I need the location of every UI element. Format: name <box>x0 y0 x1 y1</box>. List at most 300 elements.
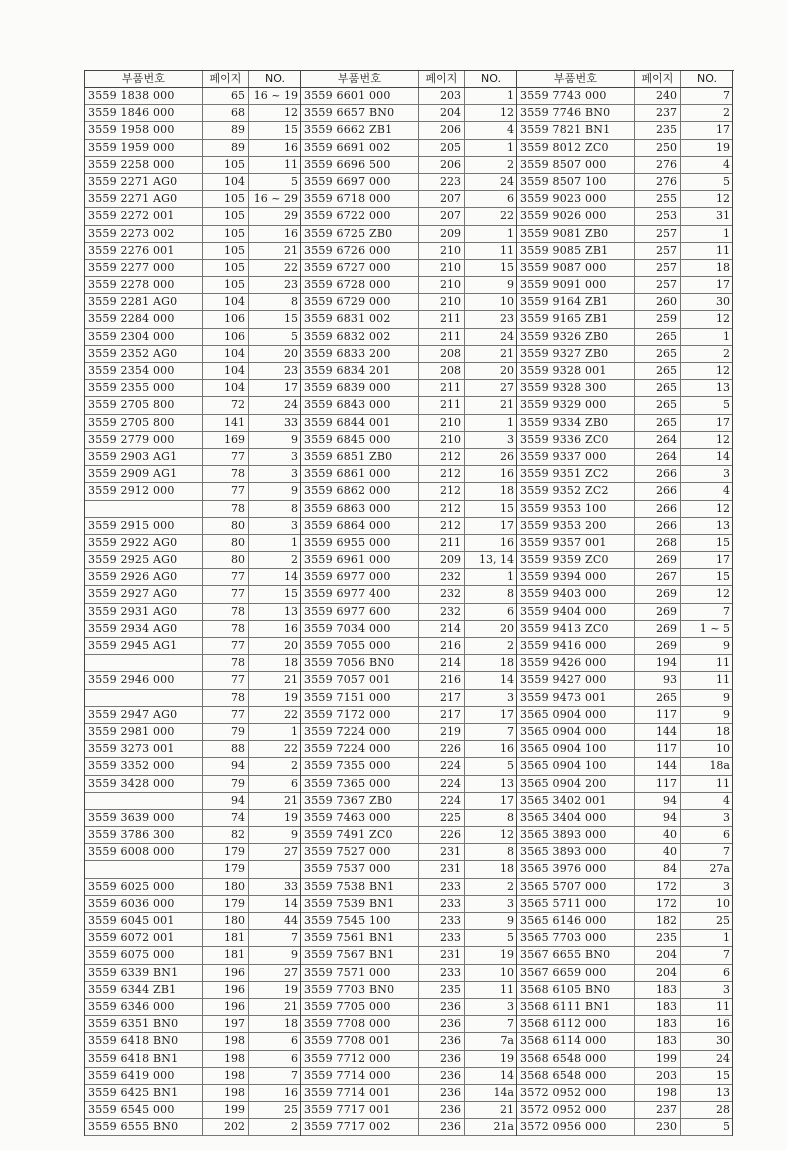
part-number-cell: 3572 0952 000 <box>517 1102 635 1118</box>
page-cell: 257 <box>635 243 681 259</box>
item-no-cell: 21 <box>500 398 514 412</box>
item-no-cell: 15 <box>284 587 298 601</box>
item-no-cell: 10 <box>500 295 514 309</box>
page-cell: 78 <box>203 604 249 620</box>
item-no-cell: 1 <box>507 89 514 102</box>
part-number-cell: 3565 3404 000 <box>517 810 635 826</box>
header-no: NO. <box>697 72 717 85</box>
table-row <box>517 758 732 775</box>
page-cell: 210 <box>419 277 465 293</box>
page-cell: 253 <box>635 208 681 224</box>
item-no-cell: 19 <box>500 948 514 962</box>
item-no-cell: 5 <box>291 174 298 188</box>
table-grid <box>85 71 734 1136</box>
item-no-cell: 27a <box>709 862 730 876</box>
part-number-cell <box>85 501 203 517</box>
part-number-cell: 3559 9413 ZC0 <box>517 621 635 637</box>
table-row <box>85 518 300 535</box>
page-cell: 72 <box>203 397 249 413</box>
item-no-cell: 1 <box>723 931 730 945</box>
table-row <box>301 844 516 861</box>
page-cell: 257 <box>635 277 681 293</box>
page-cell: 269 <box>635 586 681 602</box>
table-row <box>301 655 516 672</box>
page-cell: 276 <box>635 174 681 190</box>
table-row <box>517 535 732 552</box>
page-cell: 225 <box>419 810 465 826</box>
item-no-cell: 21 <box>284 793 298 807</box>
item-no-cell: 11 <box>716 243 730 257</box>
part-number-cell: 3568 6112 000 <box>517 1016 635 1032</box>
item-no-cell: 11 <box>500 982 514 996</box>
table-row <box>301 930 516 947</box>
item-no-cell: 7 <box>723 948 730 962</box>
page-cell: 206 <box>419 157 465 173</box>
page-cell: 224 <box>419 793 465 809</box>
page-cell: 106 <box>203 311 249 327</box>
table-row <box>301 1068 516 1085</box>
item-no-cell: 2 <box>507 157 514 171</box>
table-row <box>85 415 300 432</box>
item-no-cell: 18 <box>716 724 730 738</box>
part-number-cell: 3559 6831 002 <box>301 311 419 327</box>
page-cell: 265 <box>635 380 681 396</box>
part-number-cell: 3559 6961 000 <box>301 552 419 568</box>
page-cell: 89 <box>203 122 249 138</box>
page-cell: 269 <box>635 552 681 568</box>
part-number-cell: 3559 2912 000 <box>85 483 203 499</box>
page-cell: 105 <box>203 191 249 207</box>
part-number-cell: 3559 6844 001 <box>301 415 419 431</box>
part-number-cell: 3559 6725 ZB0 <box>301 226 419 242</box>
table-row <box>517 397 732 414</box>
part-number-cell: 3559 2981 000 <box>85 724 203 740</box>
item-no-cell: 24 <box>500 174 514 188</box>
part-number-cell: 3559 6718 000 <box>301 191 419 207</box>
part-number-cell: 3559 6977 000 <box>301 569 419 585</box>
page-cell: 88 <box>203 741 249 757</box>
table-row <box>517 329 732 346</box>
table-row <box>85 1085 300 1102</box>
page-cell: 77 <box>203 569 249 585</box>
part-number-cell: 3565 3893 000 <box>517 844 635 860</box>
table-row <box>301 483 516 500</box>
part-number-cell: 3559 7057 001 <box>301 672 419 688</box>
table-row <box>85 380 300 397</box>
item-no-cell: 27 <box>500 381 514 395</box>
page-cell: 276 <box>635 157 681 173</box>
part-number-cell: 3559 6075 000 <box>85 947 203 963</box>
table-row <box>517 174 732 191</box>
part-number-cell: 3559 9164 ZB1 <box>517 294 635 310</box>
page-cell: 197 <box>203 1016 249 1032</box>
table-row <box>517 569 732 586</box>
item-no-cell: 22 <box>284 707 298 721</box>
part-number-cell: 3559 8507 000 <box>517 157 635 173</box>
item-no-cell: 3 <box>291 449 298 463</box>
page-cell: 196 <box>203 999 249 1015</box>
table-row <box>517 638 732 655</box>
table-row <box>85 363 300 380</box>
table-row <box>85 604 300 621</box>
page-cell: 77 <box>203 638 249 654</box>
part-number-cell: 3559 2272 001 <box>85 208 203 224</box>
part-number-cell: 3559 7172 000 <box>301 707 419 723</box>
part-number-cell: 3559 7717 001 <box>301 1102 419 1118</box>
table-row <box>517 122 732 139</box>
table-row <box>301 329 516 346</box>
part-number-cell: 3559 6722 000 <box>301 208 419 224</box>
part-number-cell: 3559 6662 ZB1 <box>301 122 419 138</box>
table-row <box>85 861 300 878</box>
table-row <box>517 879 732 896</box>
page-cell: 226 <box>419 827 465 843</box>
table-row <box>517 432 732 449</box>
table-row <box>85 88 300 105</box>
part-number-cell: 3559 6977 400 <box>301 586 419 602</box>
page-cell: 78 <box>203 501 249 517</box>
table-row <box>301 174 516 191</box>
part-number-cell: 3559 2304 000 <box>85 329 203 345</box>
table-row <box>301 88 516 105</box>
table-row <box>301 810 516 827</box>
part-number-cell: 3559 7151 000 <box>301 690 419 706</box>
part-number-cell: 3559 6729 000 <box>301 294 419 310</box>
page-cell: 183 <box>635 1033 681 1049</box>
table-row <box>517 501 732 518</box>
page-cell: 216 <box>419 638 465 654</box>
rows-container <box>517 88 732 1136</box>
part-number-cell: 3559 8012 ZC0 <box>517 140 635 156</box>
item-no-cell: 2 <box>723 346 730 360</box>
page-cell: 104 <box>203 346 249 362</box>
item-no-cell: 30 <box>716 1034 730 1048</box>
part-number-cell: 3559 2258 000 <box>85 157 203 173</box>
part-number-cell: 3559 3273 001 <box>85 741 203 757</box>
item-no-cell: 5 <box>723 398 730 412</box>
table-row <box>301 449 516 466</box>
table-row <box>301 380 516 397</box>
part-number-cell: 3559 2909 AG1 <box>85 466 203 482</box>
part-number-cell: 3559 3428 000 <box>85 776 203 792</box>
item-no-cell: 7 <box>507 1017 514 1031</box>
part-number-cell: 3559 7545 100 <box>301 913 419 929</box>
item-no-cell: 14 <box>500 1068 514 1082</box>
item-no-cell: 1 <box>507 226 514 240</box>
page-cell: 260 <box>635 294 681 310</box>
table-row <box>85 277 300 294</box>
item-no-cell: 13, 14 <box>479 553 514 567</box>
item-no-cell: 21 <box>284 673 298 687</box>
part-number-cell: 3559 6344 ZB1 <box>85 982 203 998</box>
table-row <box>301 621 516 638</box>
page-cell: 80 <box>203 552 249 568</box>
item-no-cell: 15 <box>284 312 298 326</box>
item-no-cell: 6 <box>507 192 514 206</box>
item-no-cell: 9 <box>723 690 730 704</box>
page-cell: 210 <box>419 432 465 448</box>
item-no-cell: 7 <box>291 931 298 945</box>
page-cell: 265 <box>635 329 681 345</box>
page-cell: 82 <box>203 827 249 843</box>
part-number-cell: 3559 9326 ZB0 <box>517 329 635 345</box>
item-no-cell: 6 <box>291 1034 298 1048</box>
table-row <box>301 879 516 896</box>
table-row <box>301 1119 516 1136</box>
table-row <box>517 586 732 603</box>
page-cell: 106 <box>203 329 249 345</box>
table-row <box>517 621 732 638</box>
page-cell: 204 <box>635 965 681 981</box>
item-no-cell: 24 <box>716 1051 730 1065</box>
page-cell: 235 <box>635 930 681 946</box>
page-cell: 180 <box>203 879 249 895</box>
part-number-cell: 3559 3786 300 <box>85 827 203 843</box>
item-no-cell: 1 <box>723 226 730 240</box>
page-cell: 264 <box>635 432 681 448</box>
part-number-cell: 3559 2926 AG0 <box>85 569 203 585</box>
item-no-cell: 10 <box>716 896 730 910</box>
item-no-cell: 4 <box>723 157 730 171</box>
page-cell: 269 <box>635 621 681 637</box>
item-no-cell: 22 <box>284 260 298 274</box>
part-number-cell: 3559 7539 BN1 <box>301 896 419 912</box>
part-number-cell: 3559 6864 000 <box>301 518 419 534</box>
item-no-cell: 33 <box>284 415 298 429</box>
item-no-cell: 6 <box>291 1051 298 1065</box>
item-no-cell: 6 <box>291 776 298 790</box>
table-row <box>301 191 516 208</box>
item-no-cell: 15 <box>500 260 514 274</box>
table-row <box>301 122 516 139</box>
page-cell: 212 <box>419 483 465 499</box>
page-cell: 203 <box>635 1068 681 1084</box>
page-cell: 169 <box>203 432 249 448</box>
item-no-cell: 17 <box>716 278 730 292</box>
page-cell: 77 <box>203 707 249 723</box>
table-row <box>301 793 516 810</box>
item-no-cell: 33 <box>284 879 298 893</box>
table-row <box>517 999 732 1016</box>
table-row <box>85 397 300 414</box>
page-cell: 40 <box>635 827 681 843</box>
item-no-cell: 7 <box>507 724 514 738</box>
table-row <box>85 311 300 328</box>
table-row <box>517 724 732 741</box>
table-row <box>517 157 732 174</box>
page-cell: 117 <box>635 776 681 792</box>
page-cell: 65 <box>203 88 249 104</box>
header-part-number: 부품번호 <box>85 71 203 87</box>
page-cell: 235 <box>635 122 681 138</box>
table-row <box>85 879 300 896</box>
part-number-cell: 3559 7365 000 <box>301 776 419 792</box>
item-no-cell: 9 <box>291 828 298 842</box>
part-number-cell: 3559 6351 BN0 <box>85 1016 203 1032</box>
header-part-number: 부품번호 <box>301 71 419 87</box>
part-number-cell: 3559 6657 BN0 <box>301 105 419 121</box>
part-number-cell: 3565 5707 000 <box>517 879 635 895</box>
item-no-cell: 12 <box>716 587 730 601</box>
item-no-cell: 4 <box>723 793 730 807</box>
item-no-cell: 18 <box>284 656 298 670</box>
page-cell: 236 <box>419 1033 465 1049</box>
item-no-cell: 2 <box>291 1120 298 1134</box>
table-row <box>85 827 300 844</box>
item-no-cell: 2 <box>507 639 514 652</box>
item-no-cell: 16 <box>284 621 298 635</box>
table-row <box>301 466 516 483</box>
table-row <box>517 260 732 277</box>
page-cell: 216 <box>419 672 465 688</box>
header-page: 페이지 <box>203 71 249 87</box>
item-no-cell: 30 <box>716 295 730 309</box>
part-number-cell: 3559 7714 001 <box>301 1085 419 1101</box>
page-cell: 198 <box>203 1085 249 1101</box>
column-block-3 <box>517 71 733 1136</box>
page-cell: 77 <box>203 483 249 499</box>
table-row <box>85 226 300 243</box>
header-no: NO. <box>265 72 285 85</box>
part-number-cell: 3559 6036 000 <box>85 896 203 912</box>
part-number-cell: 3559 6863 000 <box>301 501 419 517</box>
table-row <box>301 157 516 174</box>
page-cell: 236 <box>419 1102 465 1118</box>
table-row <box>517 140 732 157</box>
part-number-cell: 3559 2931 AG0 <box>85 604 203 620</box>
item-no-cell: 15 <box>500 501 514 515</box>
item-no-cell: 16 ~ 19 <box>253 89 298 102</box>
item-no-cell: 17 <box>716 415 730 429</box>
part-number-cell: 3559 2271 AG0 <box>85 191 203 207</box>
part-number-cell: 3559 2354 000 <box>85 363 203 379</box>
page-cell: 198 <box>203 1068 249 1084</box>
page-cell: 236 <box>419 1051 465 1067</box>
part-number-cell: 3559 9081 ZB0 <box>517 226 635 242</box>
table-row <box>301 432 516 449</box>
page-cell: 104 <box>203 294 249 310</box>
part-number-cell: 3559 7538 BN1 <box>301 879 419 895</box>
item-no-cell: 21 <box>500 1103 514 1117</box>
page-cell: 179 <box>203 861 249 877</box>
item-no-cell: 16 <box>716 1017 730 1031</box>
item-no-cell: 27 <box>284 845 298 859</box>
page-cell: 266 <box>635 501 681 517</box>
part-number-cell: 3559 9085 ZB1 <box>517 243 635 259</box>
table-row <box>85 724 300 741</box>
item-no-cell: 18a <box>709 759 730 773</box>
item-no-cell: 14 <box>284 570 298 584</box>
table-row <box>301 896 516 913</box>
table-row <box>517 913 732 930</box>
item-no-cell: 1 <box>507 570 514 584</box>
table-row <box>517 1102 732 1119</box>
page-cell: 255 <box>635 191 681 207</box>
part-number-cell: 3559 9329 000 <box>517 397 635 413</box>
page-cell: 224 <box>419 776 465 792</box>
table-row <box>85 810 300 827</box>
part-number-cell: 3559 6045 001 <box>85 913 203 929</box>
part-number-cell: 3559 1846 000 <box>85 105 203 121</box>
page-cell: 78 <box>203 466 249 482</box>
page-cell: 230 <box>635 1119 681 1135</box>
table-row <box>517 380 732 397</box>
part-number-cell: 3567 6659 000 <box>517 965 635 981</box>
page-cell: 232 <box>419 604 465 620</box>
item-no-cell: 12 <box>716 364 730 377</box>
page-cell: 207 <box>419 208 465 224</box>
part-number-cell: 3559 9165 ZB1 <box>517 311 635 327</box>
table-row <box>85 260 300 277</box>
page-cell: 89 <box>203 140 249 156</box>
part-number-cell: 3559 6555 BN0 <box>85 1119 203 1135</box>
page-cell: 211 <box>419 535 465 551</box>
part-number-cell: 3559 8507 100 <box>517 174 635 190</box>
page-cell: 232 <box>419 586 465 602</box>
item-no-cell: 12 <box>716 312 730 326</box>
item-no-cell: 17 <box>500 518 514 532</box>
item-no-cell: 13 <box>716 1085 730 1099</box>
page-cell: 104 <box>203 380 249 396</box>
part-number-cell: 3559 7717 002 <box>301 1119 419 1135</box>
part-number-cell: 3559 6955 000 <box>301 535 419 551</box>
page-cell: 199 <box>203 1102 249 1118</box>
part-number-cell: 3568 6548 000 <box>517 1068 635 1084</box>
table-row <box>301 105 516 122</box>
part-number-cell <box>85 793 203 809</box>
table-row <box>85 1033 300 1050</box>
page-cell: 40 <box>635 844 681 860</box>
table-row <box>85 191 300 208</box>
table-row <box>517 1033 732 1050</box>
part-number-cell: 3559 2946 000 <box>85 672 203 688</box>
part-number-cell: 3565 7703 000 <box>517 930 635 946</box>
page-cell: 117 <box>635 741 681 757</box>
table-row <box>85 243 300 260</box>
page-cell: 233 <box>419 896 465 912</box>
table-row <box>517 655 732 672</box>
page-cell: 105 <box>203 157 249 173</box>
part-number-cell: 3559 6834 201 <box>301 363 419 379</box>
table-row <box>301 552 516 569</box>
part-number-cell: 3559 2352 AG0 <box>85 346 203 362</box>
table-row <box>517 208 732 225</box>
page-cell: 212 <box>419 518 465 534</box>
item-no-cell: 9 <box>723 707 730 721</box>
page-cell: 117 <box>635 707 681 723</box>
item-no-cell: 6 <box>507 604 514 618</box>
table-row <box>85 965 300 982</box>
item-no-cell: 13 <box>716 518 730 532</box>
table-row <box>517 776 732 793</box>
table-row <box>301 501 516 518</box>
item-no-cell: 19 <box>284 690 298 704</box>
part-number-cell: 3559 9091 000 <box>517 277 635 293</box>
page-cell: 196 <box>203 965 249 981</box>
item-no-cell: 17 <box>500 793 514 807</box>
page-cell: 179 <box>203 896 249 912</box>
table-row <box>517 861 732 878</box>
table-row <box>85 947 300 964</box>
table-row <box>517 896 732 913</box>
header-page: 페이지 <box>635 71 681 87</box>
page-cell: 172 <box>635 879 681 895</box>
table-row <box>85 586 300 603</box>
page-cell: 209 <box>419 552 465 568</box>
item-no-cell: 14 <box>284 896 298 910</box>
part-number-cell: 3565 0904 000 <box>517 724 635 740</box>
page-cell: 265 <box>635 346 681 362</box>
